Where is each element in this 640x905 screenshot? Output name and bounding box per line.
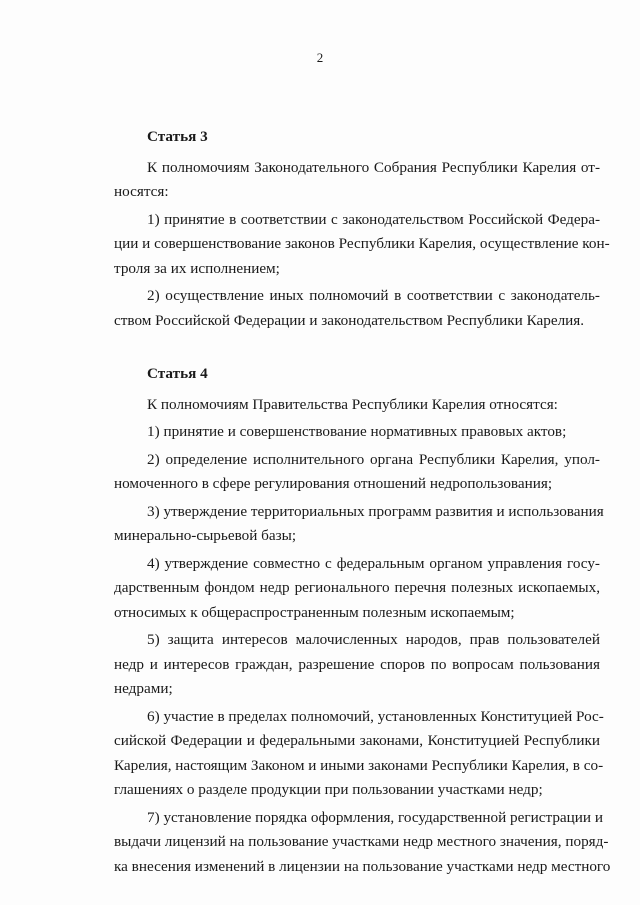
text-line: К полномочиям Законодательного Собрания Республики Карелия от- bbox=[147, 158, 600, 176]
text-line: 5) защита интересов малочисленных народов, прав пользователей bbox=[147, 631, 600, 648]
text-line: Карелия, настоящим Законом и иными законами Республики Карелия, в со- bbox=[114, 756, 604, 774]
article-3 bbox=[114, 125, 610, 333]
text-line: недрами; bbox=[114, 680, 173, 697]
text-line: дарственным фондом недр регионального перечня полезных ископаемых, bbox=[114, 579, 600, 596]
text-line: 2) осуществление иных полномочий в соответствии с законодатель- bbox=[147, 287, 600, 304]
paragraph bbox=[114, 628, 600, 702]
text-line: К полномочиям Правительства Республики Карелия относятся: bbox=[147, 395, 558, 413]
text-line: недр и интересов граждан, разрешение споров по вопросам пользования bbox=[114, 655, 600, 673]
paragraph bbox=[114, 420, 600, 445]
paragraph bbox=[114, 552, 600, 626]
text-line: выдачи лицензий на пользование участками недр местного значения, поряд- bbox=[114, 833, 609, 850]
article-body bbox=[114, 156, 610, 334]
text-line: ством Российской Федерации и законодательством Республики Карелия. bbox=[114, 311, 585, 329]
paragraph bbox=[114, 806, 611, 880]
text-line: троля за их исполнением; bbox=[114, 259, 280, 277]
text-line: 2) определение исполнительного органа Республики Карелия, упол- bbox=[147, 450, 600, 468]
article-heading: Статья 3 bbox=[147, 128, 208, 145]
text-line: сийской Федерации и федеральными законами, Конституцией Республики bbox=[114, 732, 600, 749]
text-line: 4) утверждение совместно с федеральным органом управления госу- bbox=[147, 554, 600, 572]
paragraph bbox=[114, 500, 604, 549]
paragraph bbox=[114, 393, 600, 418]
paragraph bbox=[114, 156, 600, 205]
article-heading: Статья 4 bbox=[147, 365, 208, 382]
text-line: 6) участие в пределах полномочий, установленных Конституцией Рос- bbox=[147, 707, 604, 725]
text-line: минерально-сырьевой базы; bbox=[114, 527, 297, 544]
text-line: номоченного в сфере регулирования отношений недропользования; bbox=[114, 475, 553, 492]
text-line: 1) принятие в соответствии с законодательством Российской Федера- bbox=[147, 210, 600, 228]
paragraph bbox=[114, 705, 604, 803]
article-4 bbox=[114, 362, 611, 879]
text-line: 3) утверждение территориальных программ развития и использования bbox=[147, 502, 604, 520]
text-line: носятся: bbox=[114, 183, 169, 200]
text-line: ка внесения изменений в лицензии на пользование участками недр местного bbox=[114, 857, 611, 875]
text-line: 1) принятие и совершенствование нормативных правовых актов; bbox=[147, 423, 567, 440]
paragraph bbox=[114, 284, 600, 333]
text-line: глашениях о разделе продукции при пользовании участками недр; bbox=[114, 781, 543, 798]
text-line: относимых к общераспространенным полезным ископаемым; bbox=[114, 603, 515, 621]
paragraph bbox=[114, 208, 610, 282]
page-number: 2 bbox=[316, 50, 324, 65]
text-line: ции и совершенствование законов Республики Карелия, осуществление кон- bbox=[114, 235, 610, 252]
text-line: 7) установление порядка оформления, государственной регистрации и bbox=[147, 808, 603, 826]
paragraph bbox=[114, 448, 600, 497]
article-body bbox=[114, 393, 611, 880]
